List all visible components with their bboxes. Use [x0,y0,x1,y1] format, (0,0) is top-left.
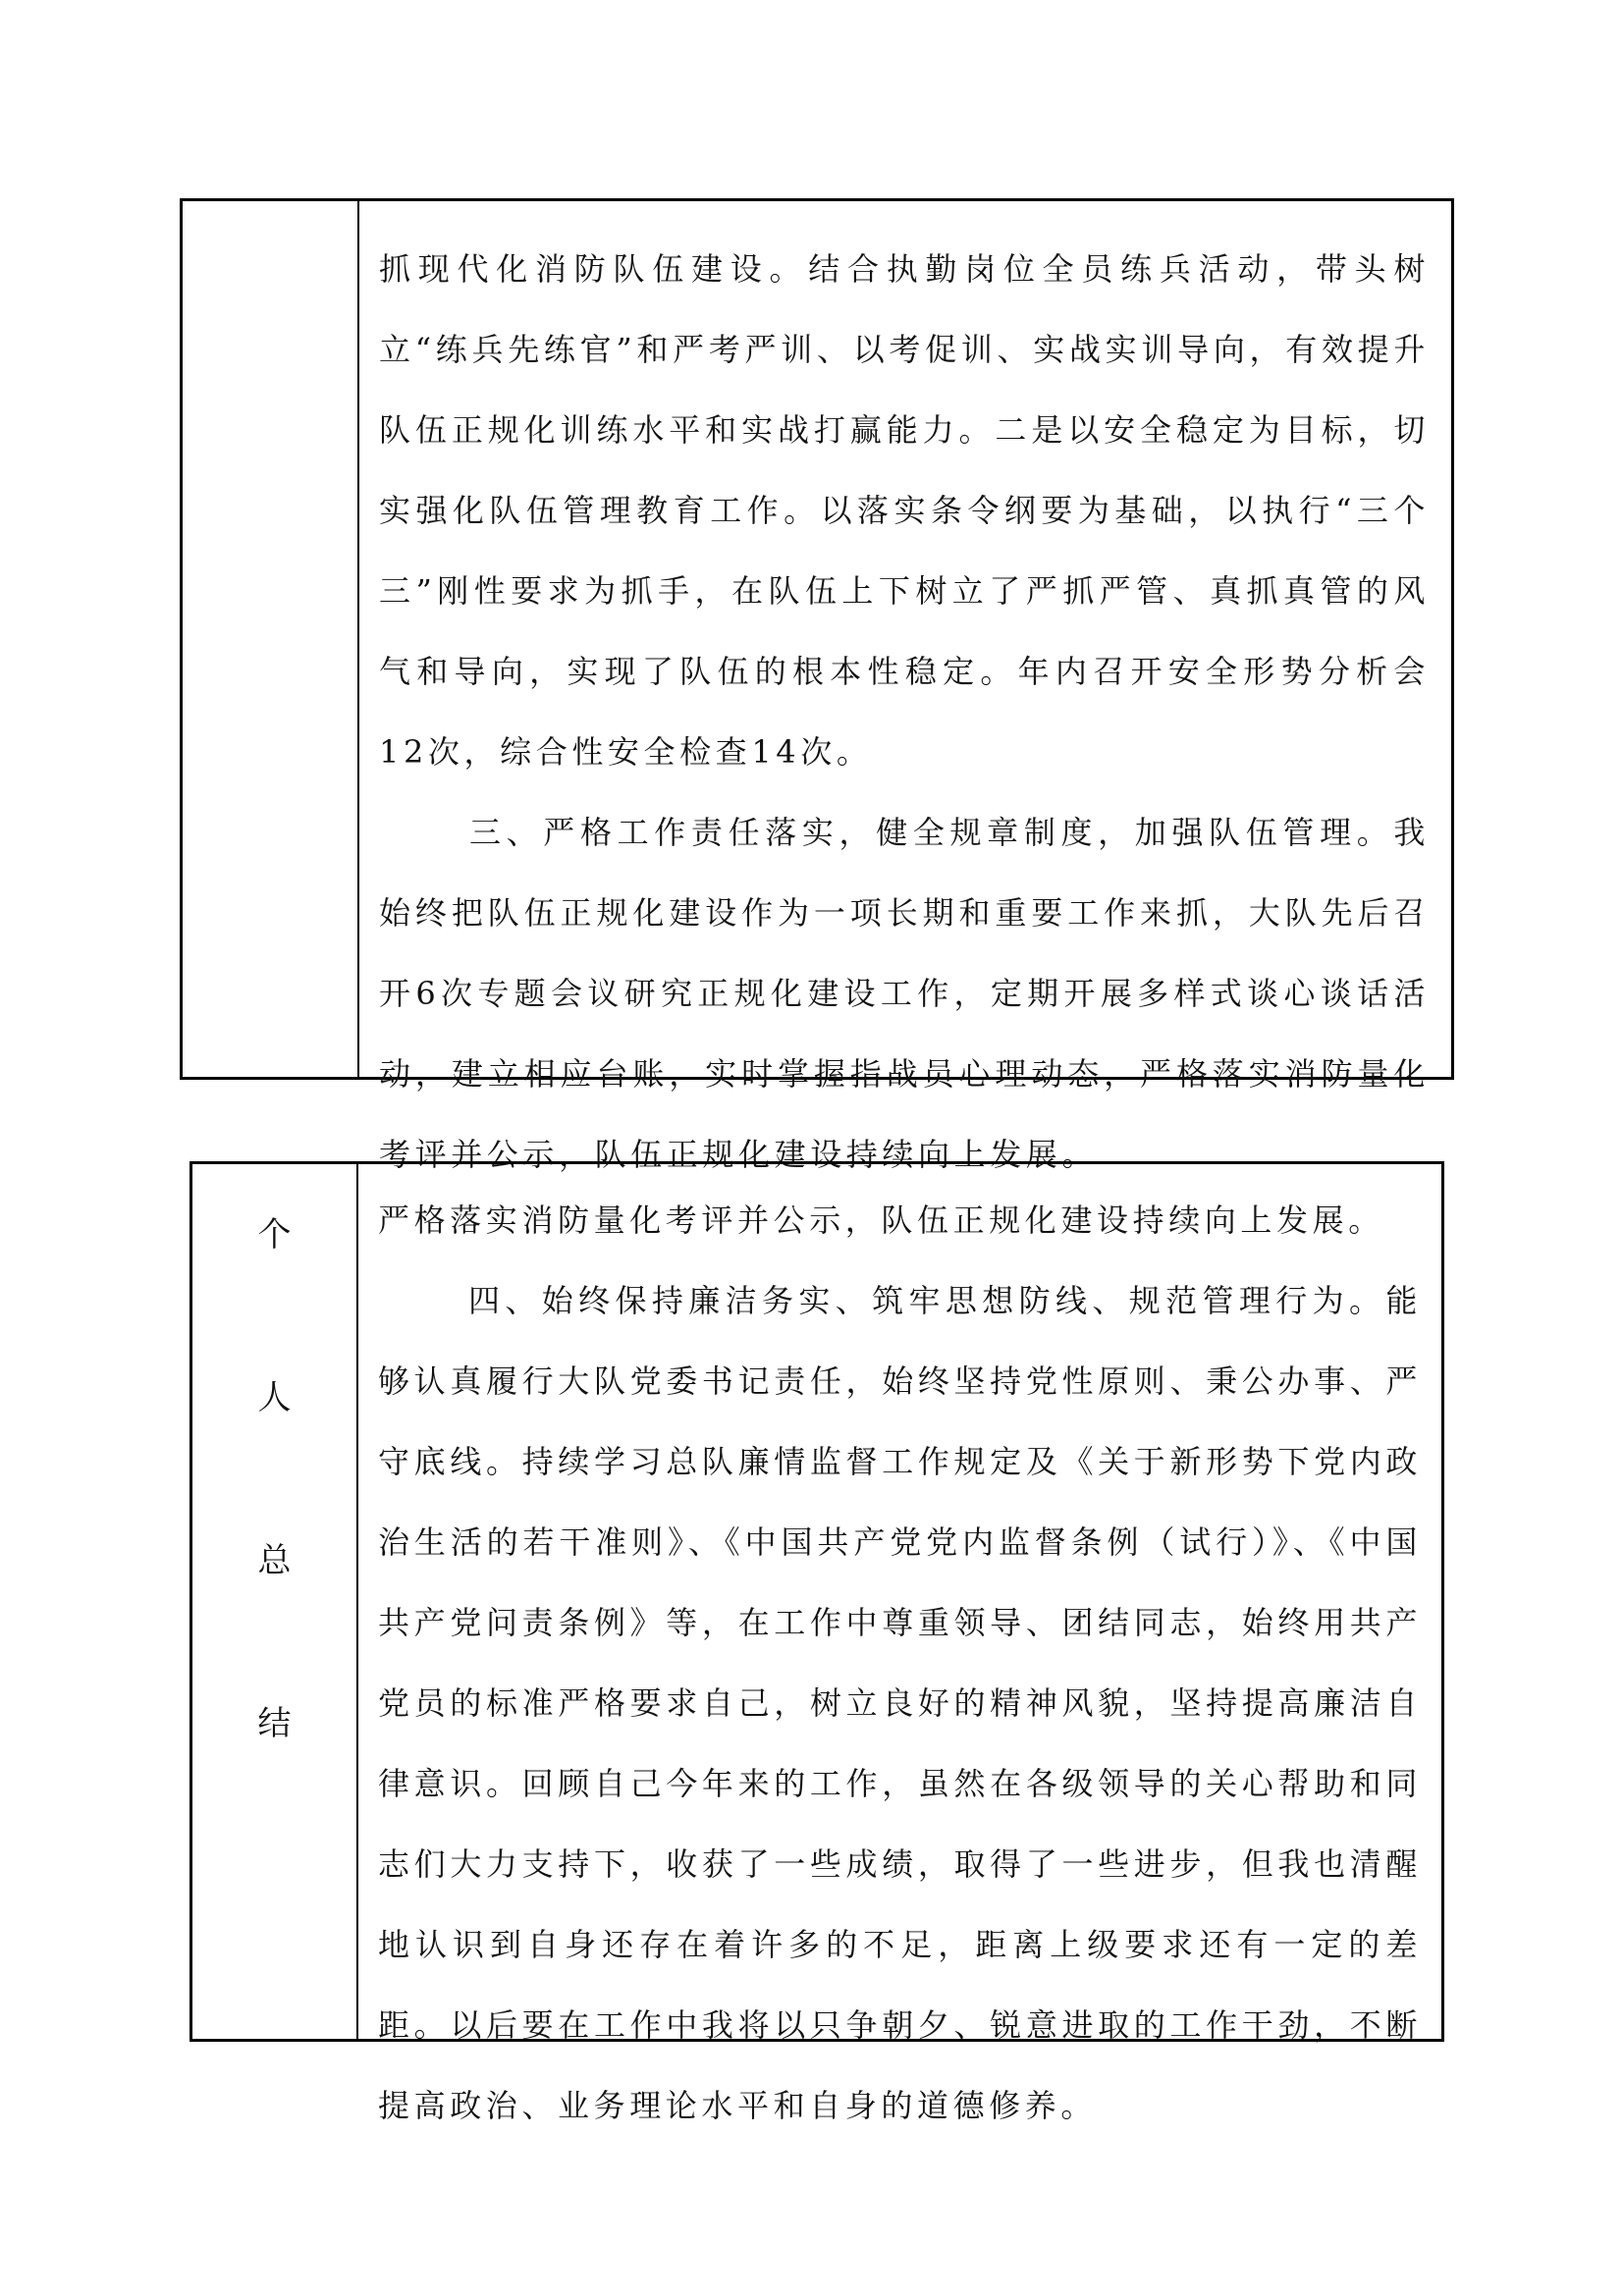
label-char: 总 [257,1541,292,1580]
personal-summary-table [189,1161,1444,2124]
content-column [358,1164,1441,2124]
paragraph: 严格落实消防量化考评并公示，队伍正规化建设持续向上发展。 [378,1201,1384,1239]
paragraph: 三、严格工作责任落实，健全规章制度，加强队伍管理。我始终把队伍正规化建设作为一项长期和重要工作来抓，大队先后召开6次专题会议研究正规化建设工作，定期开展多样式谈心谈话活动，建立相应台账，实时掌握指战员心理动态，严格落实消防量化考评并公示，队伍正规化建设持续向上发展。 [379,814,1430,1173]
summary-table-continued [180,198,1454,1173]
paragraph: 四、始终保持廉洁务实、筑牢思想防线、规范管理行为。能够认真履行大队党委书记责任，始终坚持党性原则、秉公办事、严守底线。持续学习总队廉情监督工作规定及《关于新形势下党内政治生活的若干准则》、《中国共产党党内监督条例（试行）》、《中国共产党问责条例》等，在工作中尊重领导、团结同志，始终用共产党员的标准严格要求自己，树立良好的精神风貌，坚持提高廉洁自律意识。回顾自己今年来的工作，虽然在各级领导的关心帮助和同志们大力支持下，收获了一些成绩，取得了一些进步，但我也清醒地认识到自身还存在着许多的不足，距离上级要求还有一定的差距。以后要在工作中我将以只争朝夕、锐意进取的工作干劲，不断提高政治、业务理论水平和自身的道德修养。 [378,1282,1422,2124]
label-column [192,1164,358,2039]
label-column [183,201,359,1077]
label-char: 个 [257,1215,292,1255]
paragraph: 抓现代化消防队伍建设。结合执勤岗位全员练兵活动，带头树立“练兵先练官”和严考严训、以考促训、实战实训导向，有效提升队伍正规化训练水平和实战打赢能力。二是以安全稳定为目标，切实强化队伍管理教育工作。以落实条令纲要为基础，以执行“三个三”刚性要求为抓手，在队伍上下树立了严抓严管、真抓真管的风气和导向，实现了队伍的根本性稳定。年内召开安全形势分析会12次，综合性安全检查14次。 [379,250,1430,771]
content-column [359,201,1451,1173]
label-char: 结 [257,1704,292,1743]
label-char: 人 [257,1378,292,1417]
